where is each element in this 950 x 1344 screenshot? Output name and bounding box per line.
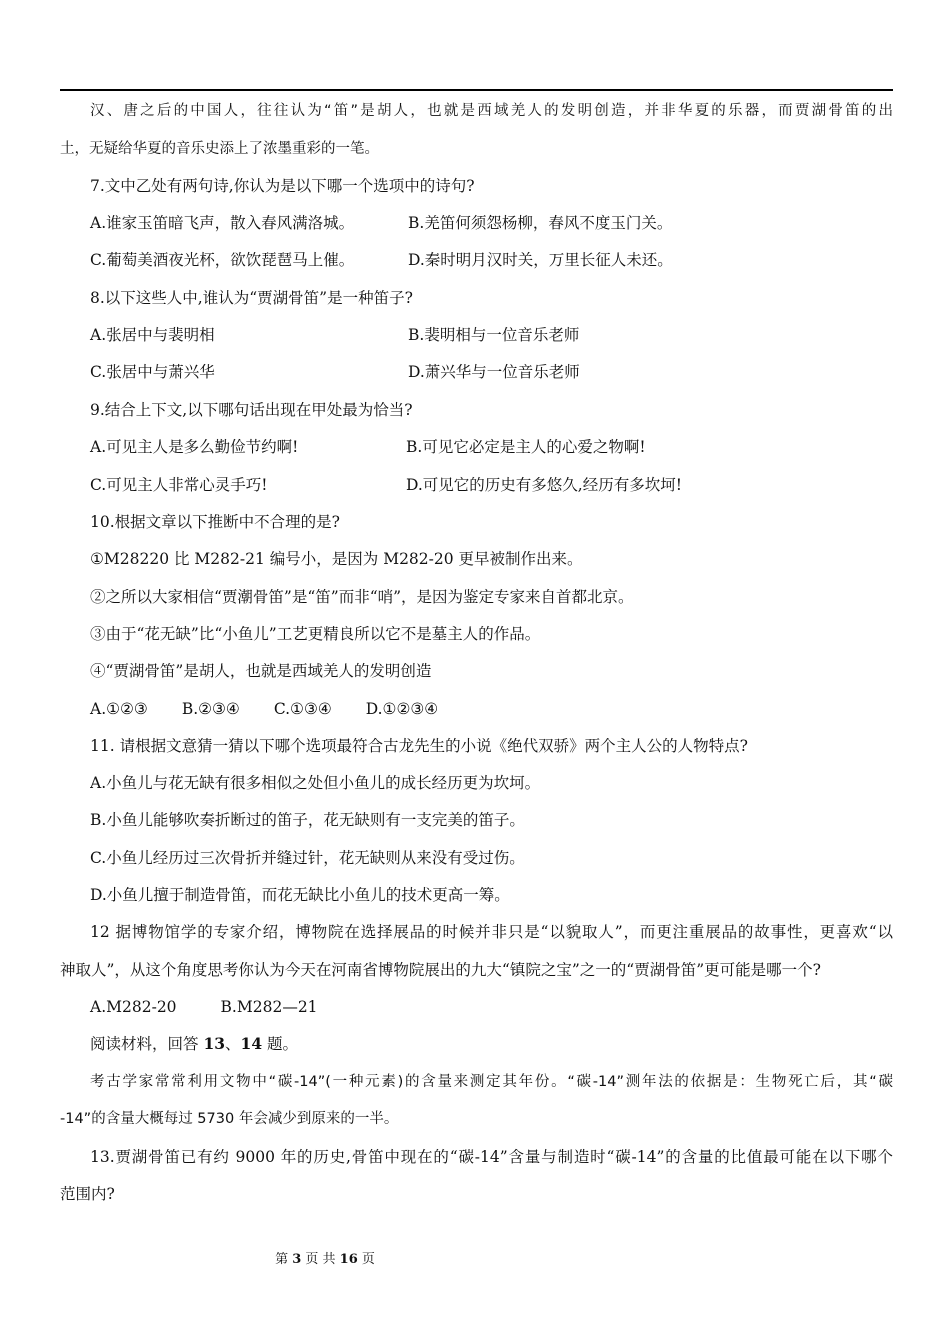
reading-separator: 、 <box>225 1035 241 1053</box>
q11-option-a: A.小鱼儿与花无缺有很多相似之处但小鱼儿的成长经历更为坎坷。 <box>90 774 541 792</box>
reading-instruction <box>90 1034 893 1054</box>
intro-line-2: 土，无疑给华夏的音乐史添上了浓墨重彩的一笔。 <box>60 141 379 157</box>
q9-option-c: C.可见主人非常心灵手巧! <box>90 476 268 494</box>
footer-prefix: 第 <box>275 1252 293 1267</box>
q10-statement-1: ①M28220 比 M282-21 编号小，是因为 M282-20 更早被制作出来。 <box>90 550 583 568</box>
q9-option-d: D.可见它的历史有多悠久,经历有多坎坷! <box>406 476 682 494</box>
intro-line-1: 汉、唐之后的中国人，往往认为“笛”是胡人，也就是西域羌人的发明创造，并非华夏的乐器，而贾湖骨笛的出 <box>90 103 893 119</box>
q10-option-b: B.②③④ <box>181 700 240 718</box>
q7-option-b: B.羌笛何须怨杨柳，春风不度玉门关。 <box>408 214 673 232</box>
q10-statement-4: ④“贾湖骨笛”是胡人，也就是西域羌人的发明创造 <box>90 662 432 680</box>
header-rule <box>60 89 893 91</box>
q10-option-d: D.①②③④ <box>365 700 439 718</box>
page-footer <box>0 1248 950 1267</box>
q9-stem: 9.结合上下文,以下哪句话出现在甲处最为恰当? <box>90 401 413 419</box>
q8-option-d: D.萧兴华与一位音乐老师 <box>408 363 580 381</box>
q7-option-a: A.谁家玉笛暗飞声，散入春风满洛城。 <box>90 214 355 232</box>
q11-option-c: C.小鱼儿经历过三次骨折并缝过针，花无缺则从来没有受过伤。 <box>90 849 525 867</box>
q10-options-row <box>90 699 893 719</box>
reading-q14-number: 14 <box>240 1034 263 1053</box>
q8-stem: 8.以下这些人中,谁认为“贾湖骨笛”是一种笛子? <box>90 289 413 307</box>
q11-stem: 11. 请根据文意猜一猜以下哪个选项最符合古龙先生的小说《绝代双骄》两个主人公的人物特点? <box>90 737 748 755</box>
q10-statement-2: ②之所以大家相信“贾潮骨笛”是“笛”而非“哨”，是因为鉴定专家来自首都北京。 <box>90 588 634 606</box>
material-line-1: 考古学家常常利用文物中“碳-14”(一种元素)的含量来测定其年份。“碳-14”测年法的依据是：生物死亡后，其“碳 <box>90 1074 893 1090</box>
material-line-2: -14”的含量大概每过 5730 年会减少到原来的一半。 <box>60 1111 399 1127</box>
q13-line-1: 13.贾湖骨笛已有约 9000 年的历史,骨笛中现在的“碳-14”含量与制造时“碳-14”的含量的比值最可能在以下哪个 <box>90 1148 893 1166</box>
q9-option-b: B.可见它必定是主人的心爱之物啊! <box>406 438 646 456</box>
q8-option-b: B.裴明相与一位音乐老师 <box>408 326 580 344</box>
q8-option-c: C.张居中与萧兴华 <box>90 363 215 381</box>
q10-option-a: A.①②③ <box>90 700 148 718</box>
q12-option-b: B.M282—21 <box>220 998 318 1016</box>
q7-stem: 7.文中乙处有两句诗,你认为是以下哪一个选项中的诗句? <box>90 177 475 195</box>
q11-option-b: B.小鱼儿能够吹奏折断过的笛子，花无缺则有一支完美的笛子。 <box>90 811 525 829</box>
q9-option-a: A.可见主人是多么勤俭节约啊! <box>90 438 299 456</box>
q13-line-2: 范围内? <box>60 1185 115 1203</box>
q10-option-c: C.①③④ <box>273 700 332 718</box>
q7-option-d: D.秦时明月汉时关，万里长征人未还。 <box>408 251 673 269</box>
q7-option-c: C.葡萄美酒夜光杯，欲饮琵琶马上催。 <box>90 251 355 269</box>
q12-option-a: A.M282-20 <box>90 998 177 1016</box>
footer-suffix: 页 <box>357 1252 375 1267</box>
reading-suffix: 题。 <box>262 1035 299 1053</box>
total-pages: 16 <box>339 1252 358 1267</box>
q12-options-row <box>90 997 893 1017</box>
q8-option-a: A.张居中与裴明相 <box>90 326 215 344</box>
reading-prefix: 阅读材料，回答 <box>90 1035 204 1053</box>
q12-line-2: 神取人”，从这个角度思考你认为今天在河南省博物院展出的九大“镇院之宝”之一的“贾湖骨笛”更可能是哪一个? <box>60 961 821 979</box>
page-number: 3 <box>292 1252 302 1267</box>
q10-stem: 10.根据文章以下推断中不合理的是? <box>90 513 340 531</box>
q11-option-d: D.小鱼儿擅于制造骨笛，而花无缺比小鱼儿的技术更高一筹。 <box>90 886 510 904</box>
footer-middle: 页 共 <box>301 1252 340 1267</box>
q12-line-1: 12 据博物馆学的专家介绍，博物院在选择展品的时候并非只是“以貌取人”，而更注重展品的故事性，更喜欢“以 <box>90 923 893 941</box>
reading-q13-number: 13 <box>203 1034 226 1053</box>
q10-statement-3: ③由于“花无缺”比“小鱼儿”工艺更精良所以它不是墓主人的作品。 <box>90 625 541 643</box>
